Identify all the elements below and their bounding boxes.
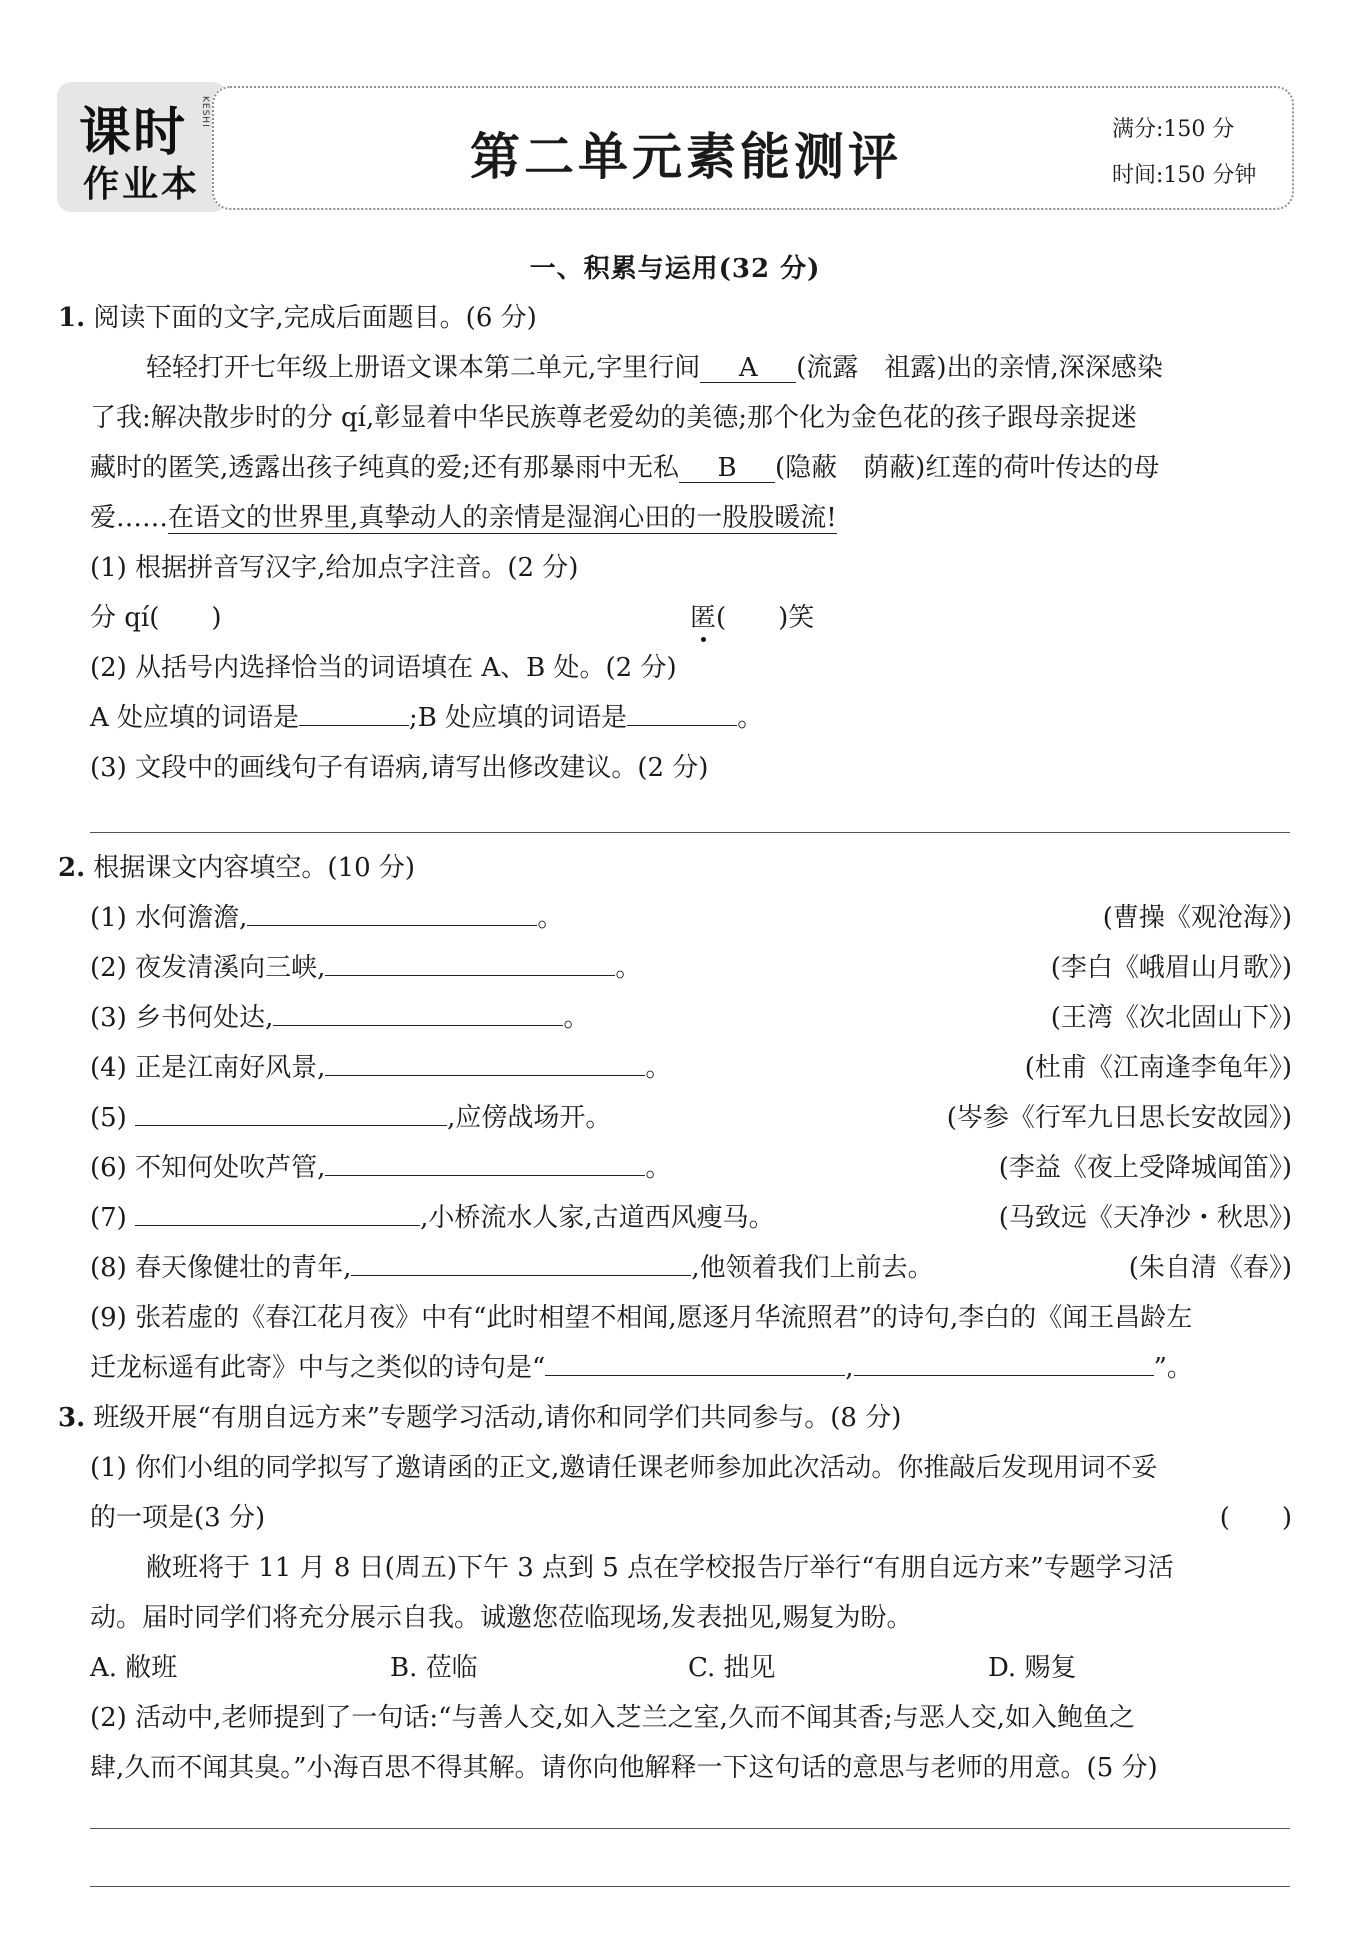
- q2-item-7: [90, 1202, 775, 1234]
- fill-blank[interactable]: [135, 1225, 420, 1226]
- answer-line[interactable]: [90, 1886, 1290, 1887]
- blank-b[interactable]: B: [679, 454, 775, 483]
- item-text: 。: [563, 1003, 590, 1033]
- q1-sub3: (3) 文段中的画线句子有语病,请写出修改建议。(2 分): [90, 753, 709, 783]
- item-text: 。: [537, 903, 564, 933]
- item-text: ,: [845, 1353, 854, 1383]
- q1-passage-line3: [90, 452, 1159, 484]
- item-text: (3) 乡书何处达,: [90, 1003, 274, 1033]
- item-text: ,他领着我们上前去。: [691, 1253, 934, 1283]
- punct: 。: [737, 703, 764, 733]
- fill-blank[interactable]: [351, 1275, 691, 1276]
- full-score: 满分:150 分: [1112, 117, 1235, 142]
- q1-prompt: [58, 302, 537, 334]
- q3-passage-line2: 动。届时同学们将充分展示自我。诚邀您莅临现场,发表拙见,赐复为盼。: [90, 1603, 913, 1633]
- item-text: 。: [645, 1153, 672, 1183]
- q3-sub2-line1: (2) 活动中,老师提到了一句话:“与善人交,如入芝兰之室,久而不闻其香;与恶人交,如入鲍鱼之: [90, 1703, 1135, 1733]
- q3-sub1-line2: 的一项是(3 分): [90, 1503, 266, 1533]
- page-title: 第二单元素能测评: [470, 127, 902, 186]
- item-text: (2) 夜发清溪向三峡,: [90, 953, 326, 983]
- q2-item-9-line1: (9) 张若虚的《春江花月夜》中有“此时相望不相闻,愿逐月华流照君”的诗句,李白的《闻王昌龄左: [90, 1303, 1193, 1333]
- q3-sub2-line2: 肆,久而不闻其臭。”小海百思不得其解。请你向他解释一下这句话的意思与老师的用意。(5 分): [90, 1753, 1158, 1783]
- answer-paren: ( )笑: [716, 603, 815, 633]
- fill-blank[interactable]: [273, 1025, 563, 1026]
- dotted-char: 匿: [690, 603, 717, 633]
- fill-blank[interactable]: [545, 1375, 845, 1376]
- answer-b-label: ;B 处应填的词语是: [409, 703, 628, 733]
- q2-source-1: (曹操《观沧海》): [1102, 903, 1292, 933]
- item-text: 。: [645, 1053, 672, 1083]
- q1-prompt-text: 阅读下面的文字,完成后面题目。(6 分): [93, 303, 537, 333]
- item-text: 。: [615, 953, 642, 983]
- answer-line[interactable]: [90, 832, 1290, 833]
- q2-prompt: [58, 852, 415, 884]
- item-text: (6) 不知何处吹芦管,: [90, 1153, 326, 1183]
- q2-item-3: [90, 1002, 589, 1034]
- q2-prompt-text: 根据课文内容填空。(10 分): [93, 853, 416, 883]
- q3-option-b[interactable]: B. 莅临: [390, 1653, 478, 1683]
- q2-item-6: [90, 1152, 671, 1184]
- logo-pinyin: KESHI: [200, 96, 210, 128]
- underlined-sentence: 在语文的世界里,真挚动人的亲情是湿润心田的一股股暖流!: [168, 503, 837, 533]
- blank-a[interactable]: A: [700, 354, 796, 383]
- passage-text: 藏时的匿笑,透露出孩子纯真的爱;还有那暴雨中无私: [90, 453, 680, 483]
- q2-source-8: (朱自清《春》): [1128, 1253, 1292, 1283]
- q3-sub1-line1: (1) 你们小组的同学拟写了邀请函的正文,邀请任课老师参加此次活动。你推敲后发现用词不妥: [90, 1453, 1158, 1483]
- q3-prompt: [58, 1402, 901, 1434]
- item-text: (4) 正是江南好风景,: [90, 1053, 326, 1083]
- q1-passage-line2: 了我:解决散步时的分 qí,彰显着中华民族尊老爱幼的美德;那个化为金色花的孩子跟母亲捉迷: [90, 403, 1138, 433]
- fill-blank[interactable]: [247, 925, 537, 926]
- q1-sub1-item2[interactable]: [690, 602, 814, 634]
- q2-number: 2.: [58, 853, 86, 883]
- q1-sub2: (2) 从括号内选择恰当的词语填在 A、B 处。(2 分): [90, 653, 677, 683]
- q2-item-2: [90, 952, 641, 984]
- q2-item-5: [90, 1102, 611, 1134]
- q2-source-4: (杜甫《江南逢李龟年》): [1024, 1053, 1292, 1083]
- passage-text: 轻轻打开七年级上册语文课本第二单元,字里行间: [146, 353, 701, 383]
- q1-sub2-answers: [90, 702, 763, 734]
- q2-source-5: (岑参《行军九日思长安故园》): [946, 1103, 1292, 1133]
- item-text: 迁龙标遥有此寄》中与之类似的诗句是“: [90, 1353, 546, 1383]
- item-text: ,小桥流水人家,古道西风瘦马。: [420, 1203, 775, 1233]
- q3-option-c[interactable]: C. 拙见: [688, 1653, 776, 1683]
- q2-item-9-line2: [90, 1352, 1193, 1384]
- item-text: (8) 春天像健壮的青年,: [90, 1253, 352, 1283]
- item-text: (5): [90, 1103, 136, 1133]
- q3-option-d[interactable]: D. 赐复: [988, 1653, 1077, 1683]
- q1-passage-line1: [146, 352, 1163, 384]
- item-text: (7): [90, 1203, 136, 1233]
- section-title: 一、积累与运用(32 分): [529, 254, 821, 284]
- logo-line1: 课时: [79, 103, 188, 163]
- q2-source-2: (李白《峨眉山月歌》): [1050, 953, 1292, 983]
- passage-text: (流露 祖露)出的亲情,深深感染: [796, 353, 1163, 383]
- fill-blank[interactable]: [325, 1075, 645, 1076]
- q2-source-6: (李益《夜上受降城闻笛》): [998, 1153, 1292, 1183]
- q2-source-7: (马致远《天净沙・秋思》): [998, 1203, 1292, 1233]
- q1-sub1-item1[interactable]: 分 qí( ): [90, 603, 222, 633]
- logo: [57, 82, 227, 212]
- fill-blank[interactable]: [325, 1175, 645, 1176]
- q2-source-3: (王湾《次北固山下》): [1050, 1003, 1292, 1033]
- fill-blank[interactable]: [325, 975, 615, 976]
- item-text: ”。: [1153, 1353, 1193, 1383]
- answer-a-blank[interactable]: [299, 725, 409, 726]
- logo-line2: 作业本: [83, 164, 201, 205]
- answer-line[interactable]: [90, 1828, 1290, 1829]
- q2-item-1: [90, 902, 563, 934]
- item-text: ,应傍战场开。: [447, 1103, 612, 1133]
- q1-passage-line4: [90, 502, 837, 534]
- fill-blank[interactable]: [854, 1375, 1154, 1376]
- q2-item-8: [90, 1252, 934, 1284]
- item-text: (1) 水何澹澹,: [90, 903, 248, 933]
- answer-b-blank[interactable]: [627, 725, 737, 726]
- q3-answer-paren[interactable]: ( ): [1219, 1503, 1292, 1533]
- passage-text: (隐蔽 荫蔽)红莲的荷叶传达的母: [775, 453, 1160, 483]
- q3-number: 3.: [58, 1403, 86, 1433]
- q2-item-4: [90, 1052, 671, 1084]
- passage-text: 爱……: [90, 503, 169, 533]
- time-limit: 时间:150 分钟: [1112, 163, 1257, 188]
- q1-sub1: (1) 根据拼音写汉字,给加点字注音。(2 分): [90, 553, 579, 583]
- q1-number: 1.: [58, 303, 86, 333]
- q3-prompt-text: 班级开展“有朋自远方来”专题学习活动,请你和同学们共同参与。(8 分): [93, 1403, 902, 1433]
- q3-passage-line1: 敝班将于 11 月 8 日(周五)下午 3 点到 5 点在学校报告厅举行“有朋自远方来”专题学习活: [146, 1553, 1174, 1583]
- q3-option-a[interactable]: A. 敝班: [90, 1653, 178, 1683]
- fill-blank[interactable]: [135, 1125, 447, 1126]
- answer-a-label: A 处应填的词语是: [90, 703, 300, 733]
